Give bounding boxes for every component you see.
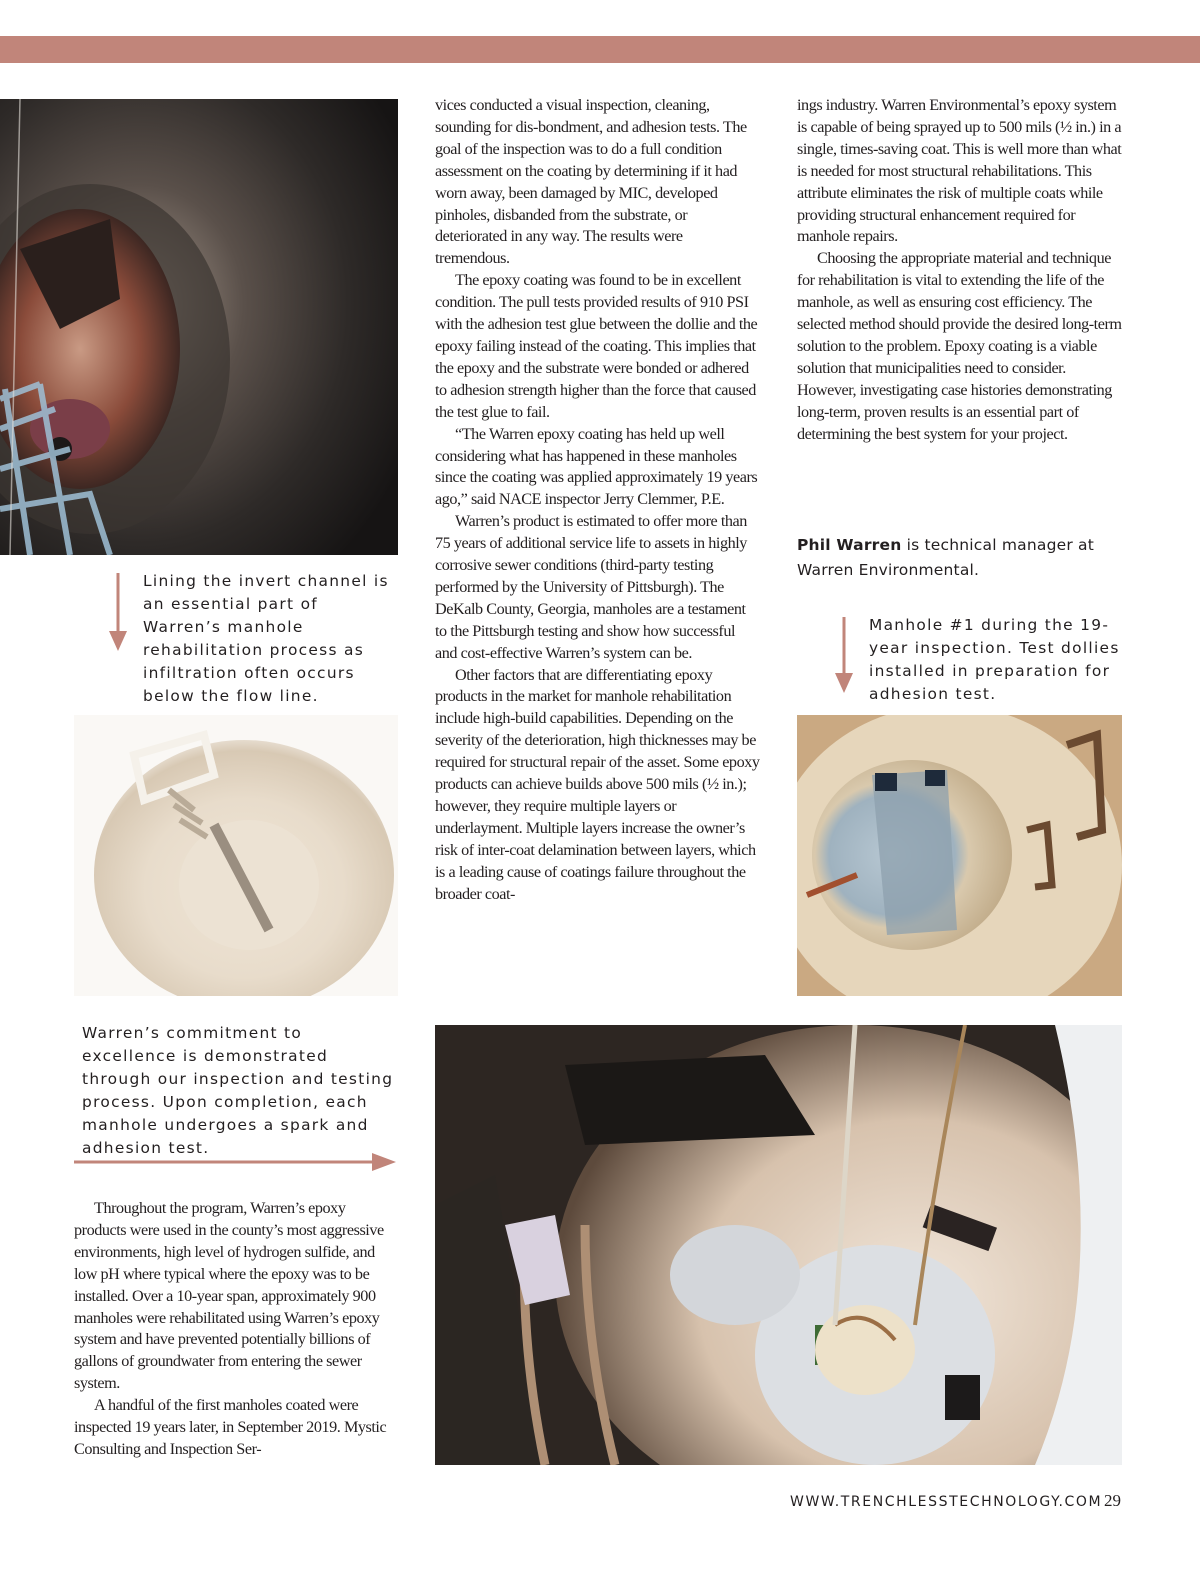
dollies-manhole-image — [797, 715, 1122, 996]
footer-website: WWW.TRENCHLESSTECHNOLOGY.COM — [790, 1494, 1103, 1510]
middle-paragraph-3: “The Warren epoxy coating has held up well considering what has happened in these manholes since the coating was applied approximately 19 years ago,” said NACE inspector Jerry Clemmer, P.E. — [435, 424, 758, 509]
middle-paragraph-4: Warren’s product is estimated to offer more than 75 years of additional service life to assets in highly corrosive sewer conditions (third-party testing performed by the University of Pittsburgh). The DeKalb County, Georgia, manholes are a testament to the Pittsburgh testing and show how successful and cost-effective Warren’s system can be. — [435, 512, 747, 662]
manhole-inspection-photo — [797, 715, 1122, 996]
left-paragraph-2: A handful of the first manholes coated were inspected 19 years later, in September 2019. Mystic Consulting and Inspection Ser- — [74, 1396, 387, 1458]
coated-manhole-image — [74, 715, 398, 996]
header-color-band — [0, 36, 1200, 63]
manhole-invert-photo — [0, 99, 398, 555]
manhole-interior-image — [0, 99, 398, 555]
commitment-caption: Warren’s commitment to excellence is demonstrated through our inspection and testing process. Upon completion, each manhole undergoes a spark and adhesion test. — [82, 1024, 394, 1157]
page-number: 29 — [1104, 1491, 1121, 1510]
right-column-text — [797, 95, 1122, 446]
right-arrow-icon — [74, 1152, 398, 1172]
middle-paragraph-1: vices conducted a visual inspection, cleaning, sounding for dis-bondment, and adhesion tests. The goal of the inspection was to do a full condition assessment on the coating by determining if it had worn away, been damaged by MIC, developed pinholes, disbanded from the substrate, or deteriorated in any way. The results were tremendous. — [435, 96, 747, 268]
down-arrow-icon — [834, 617, 854, 695]
left-column-text — [74, 1198, 398, 1461]
middle-column-text — [435, 95, 760, 906]
middle-paragraph-2: The epoxy coating was found to be in excellent condition. The pull tests provided results of 910 PSI with the adhesion test glue between the dollie and the epoxy failing instead of the coating. This implies that the epoxy and the substrate were bonded or adhered to adhesion strength higher than the force that caused the test glue to fail. — [435, 271, 758, 421]
author-name: Phil Warren — [797, 536, 902, 554]
down-arrow-icon — [108, 573, 128, 653]
worker-photo — [435, 1025, 1122, 1465]
middle-paragraph-5: Other factors that are differentiating epoxy products in the market for manhole rehabilitation include high-build capabilities. Depending on the severity of the deterioration, high thicknesses may be required for structural repair of the asset. Some epoxy products can achieve builds above 500 mils (½ in.); however, they require multiple layers or underlayment. Multiple layers increase the owner’s risk of inter-coat delamination between layers, which is a leading cause of coatings failure throughout the broader coat- — [435, 665, 760, 903]
invert-caption: Lining the invert channel is an essential part of Warren’s manhole rehabilitation process as infiltration often occurs below the flow line. — [143, 572, 389, 705]
worker-in-manhole-image — [435, 1025, 1122, 1465]
author-role: is technical manager at Warren Environmental. — [797, 536, 1095, 579]
manhole-coated-photo — [74, 715, 398, 996]
right-paragraph-1: ings industry. Warren Environmental’s epoxy system is capable of being sprayed up to 500 mils (½ in.) in a single, times-saving coat. This is well more than what is needed for most structural rehabilitations. This attribute eliminates the risk of multiple coats while providing structural enhancement required for manhole repairs. — [797, 96, 1122, 246]
manhole1-caption: Manhole #1 during the 19-year inspection. Test dollies installed in preparation for adhesion test. — [869, 616, 1120, 703]
right-paragraph-2: Choosing the appropriate material and technique for rehabilitation is vital to extending the life of the manhole, as well as ensuring cost efficiency. The selected method should provide the desired long-term solution to the problem. Epoxy coating is a viable solution that municipalities need to consider. However, investigating case histories demonstrating long-term, proven results is an essential part of determining the best system for your project. — [797, 249, 1122, 443]
author-bio — [797, 533, 1122, 583]
left-paragraph-1: Throughout the program, Warren’s epoxy products were used in the county’s most aggressive environments, high level of hydrogen sulfide, and low pH where typical where the epoxy was to be installed. Over a 10-year span, approximately 900 manholes were rehabilitated using Warren’s epoxy system and have prevented potentially billions of gallons of groundwater from entering the sewer system. — [74, 1199, 384, 1393]
